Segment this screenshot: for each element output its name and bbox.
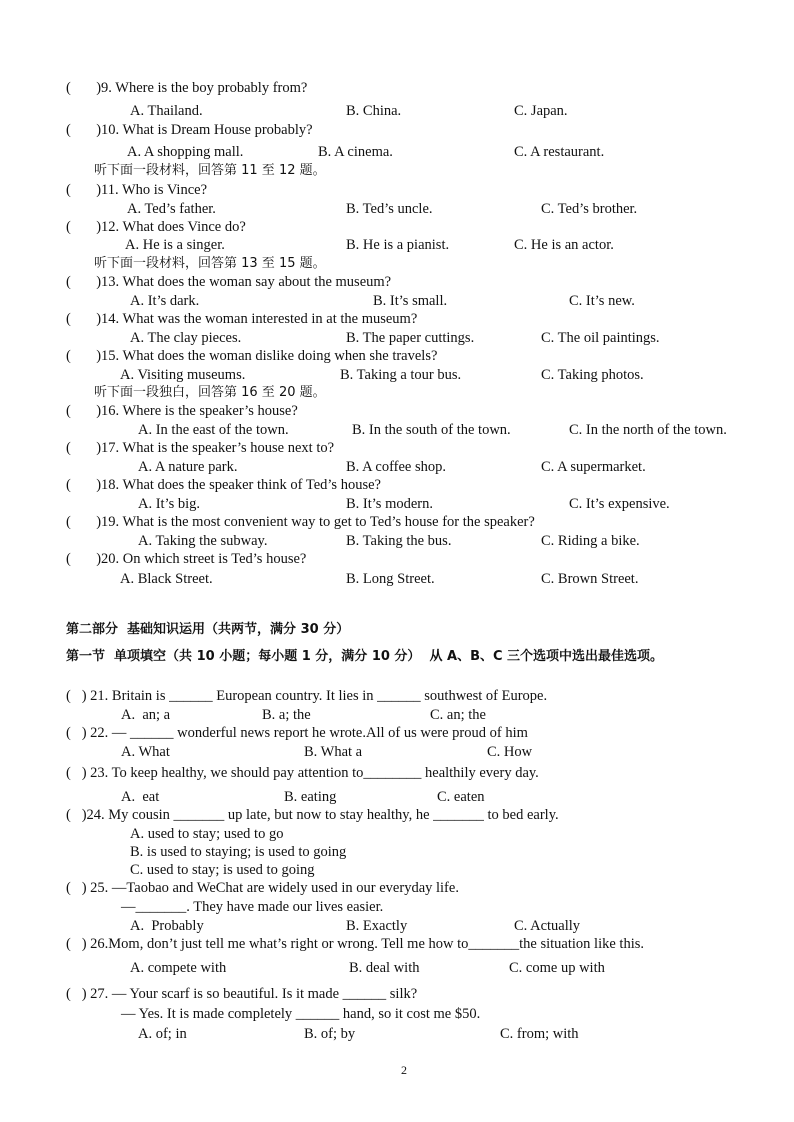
question-11-option-b: B. Ted’s uncle. <box>346 201 433 217</box>
question-15-option-a: A. Visiting museums. <box>120 367 246 383</box>
question-15-option-c: C. Taking photos. <box>541 367 644 383</box>
question-17-option-c: C. A supermarket. <box>541 459 646 475</box>
question-21-option-a: A. an; a <box>121 707 171 723</box>
section1-instruction: 第一节 单项填空（共 10 小题；每小题 1 分，满分 10 分） 从 A、B、C 三个选项中选出最佳选项。 <box>66 649 664 664</box>
question-21-stem: ( ) 21. Britain is ______ European country. It lies in ______ southwest of Europe. <box>66 688 548 704</box>
question-25-option-b: B. Exactly <box>346 918 408 934</box>
question-9-stem: ( )9. Where is the boy probably from? <box>66 80 308 96</box>
question-20-option-c: C. Brown Street. <box>541 571 639 587</box>
question-27-option-c: C. from; with <box>500 1026 579 1042</box>
question-13-option-a: A. It’s dark. <box>130 293 200 309</box>
question-16-stem: ( )16. Where is the speaker’s house? <box>66 403 298 419</box>
question-9-option-b: B. China. <box>346 103 402 119</box>
question-10-option-c: C. A restaurant. <box>514 144 605 160</box>
question-14-option-c: C. The oil paintings. <box>541 330 660 346</box>
question-27-response: — Yes. It is made completely ______ hand, so it cost me $50. <box>121 1006 481 1022</box>
question-13-stem: ( )13. What does the woman say about the museum? <box>66 274 392 290</box>
question-12-option-c: C. He is an actor. <box>514 237 614 253</box>
question-19-stem: ( )19. What is the most convenient way to get to Ted’s house for the speaker? <box>66 514 535 530</box>
question-27-stem: ( ) 27. — Your scarf is so beautiful. Is it made ______ silk? <box>66 986 418 1002</box>
question-23-option-a: A. eat <box>121 789 160 805</box>
question-27-option-a: A. of; in <box>138 1026 187 1042</box>
question-17-option-a: A. A nature park. <box>138 459 238 475</box>
question-15-stem: ( )15. What does the woman dislike doing when she travels? <box>66 348 438 364</box>
question-10-stem: ( )10. What is Dream House probably? <box>66 122 313 138</box>
question-22-option-c: C. How <box>487 744 533 760</box>
question-18-option-b: B. It’s modern. <box>346 496 433 512</box>
question-11-option-c: C. Ted’s brother. <box>541 201 638 217</box>
question-14-stem: ( )14. What was the woman interested in at the museum? <box>66 311 418 327</box>
question-18-stem: ( )18. What does the speaker think of Ted’s house? <box>66 477 381 493</box>
question-24-option-a: A. used to stay; used to go <box>130 826 284 842</box>
question-26-option-b: B. deal with <box>349 960 420 976</box>
question-25-stem: ( ) 25. —Taobao and WeChat are widely used in our everyday life. <box>66 880 459 896</box>
question-16-option-c: C. In the north of the town. <box>569 422 727 438</box>
question-22-stem: ( ) 22. — ______ wonderful news report he wrote.All of us were proud of him <box>66 725 528 741</box>
question-19-option-c: C. Riding a bike. <box>541 533 640 549</box>
question-13-option-b: B. It’s small. <box>373 293 448 309</box>
question-25-option-c: C. Actually <box>514 918 581 934</box>
question-12-stem: ( )12. What does Vince do? <box>66 219 246 235</box>
question-18-option-a: A. It’s big. <box>138 496 201 512</box>
question-22-option-a: A. What <box>121 744 170 760</box>
question-26-stem: ( ) 26.Mom, don’t just tell me what’s right or wrong. Tell me how to_______the situation like this. <box>66 936 644 952</box>
question-22-option-b: B. What a <box>304 744 363 760</box>
page-number: 2 <box>401 1063 407 1077</box>
question-11-stem: ( )11. Who is Vince? <box>66 182 208 198</box>
question-24-option-c: C. used to stay; is used to going <box>130 862 315 878</box>
question-12-option-a: A. He is a singer. <box>125 237 225 253</box>
question-25-response: —_______. They have made our lives easier. <box>121 899 384 915</box>
question-26-option-a: A. compete with <box>130 960 227 976</box>
question-21-option-b: B. a; the <box>262 707 311 723</box>
question-20-option-a: A. Black Street. <box>120 571 213 587</box>
question-19-option-a: A. Taking the subway. <box>138 533 268 549</box>
question-13-option-c: C. It’s new. <box>569 293 635 309</box>
listening-instruction-13-15: 听下面一段材料，回答第 13 至 15 题。 <box>94 256 326 271</box>
question-26-option-c: C. come up with <box>509 960 605 976</box>
question-17-option-b: B. A coffee shop. <box>346 459 447 475</box>
question-18-option-c: C. It’s expensive. <box>569 496 670 512</box>
question-12-option-b: B. He is a pianist. <box>346 237 450 253</box>
question-23-stem: ( ) 23. To keep healthy, we should pay attention to________ healthily every day. <box>66 765 539 781</box>
question-21-option-c: C. an; the <box>430 707 486 723</box>
question-25-option-a: A. Probably <box>130 918 204 934</box>
question-10-option-a: A. A shopping mall. <box>127 144 244 160</box>
question-23-option-b: B. eating <box>284 789 337 805</box>
part2-title: 第二部分 基础知识运用（共两节，满分 30 分） <box>66 622 350 637</box>
question-10-option-b: B. A cinema. <box>318 144 393 160</box>
question-27-option-b: B. of; by <box>304 1026 356 1042</box>
question-9-option-a: A. Thailand. <box>130 103 203 119</box>
question-15-option-b: B. Taking a tour bus. <box>340 367 462 383</box>
question-16-option-a: A. In the east of the town. <box>138 422 289 438</box>
question-17-stem: ( )17. What is the speaker’s house next to? <box>66 440 335 456</box>
listening-instruction-16-20: 听下面一段独白，回答第 16 至 20 题。 <box>94 385 326 400</box>
question-24-stem: ( )24. My cousin _______ up late, but now to stay healthy, he _______ to bed early. <box>66 807 559 823</box>
question-14-option-b: B. The paper cuttings. <box>346 330 475 346</box>
question-11-option-a: A. Ted’s father. <box>127 201 216 217</box>
question-23-option-c: C. eaten <box>437 789 485 805</box>
question-24-option-b: B. is used to staying; is used to going <box>130 844 347 860</box>
question-19-option-b: B. Taking the bus. <box>346 533 452 549</box>
listening-instruction-11-12: 听下面一段材料，回答第 11 至 12 题。 <box>94 163 326 178</box>
question-9-option-c: C. Japan. <box>514 103 568 119</box>
question-16-option-b: B. In the south of the town. <box>352 422 511 438</box>
question-14-option-a: A. The clay pieces. <box>130 330 242 346</box>
question-20-stem: ( )20. On which street is Ted’s house? <box>66 551 307 567</box>
question-20-option-b: B. Long Street. <box>346 571 435 587</box>
